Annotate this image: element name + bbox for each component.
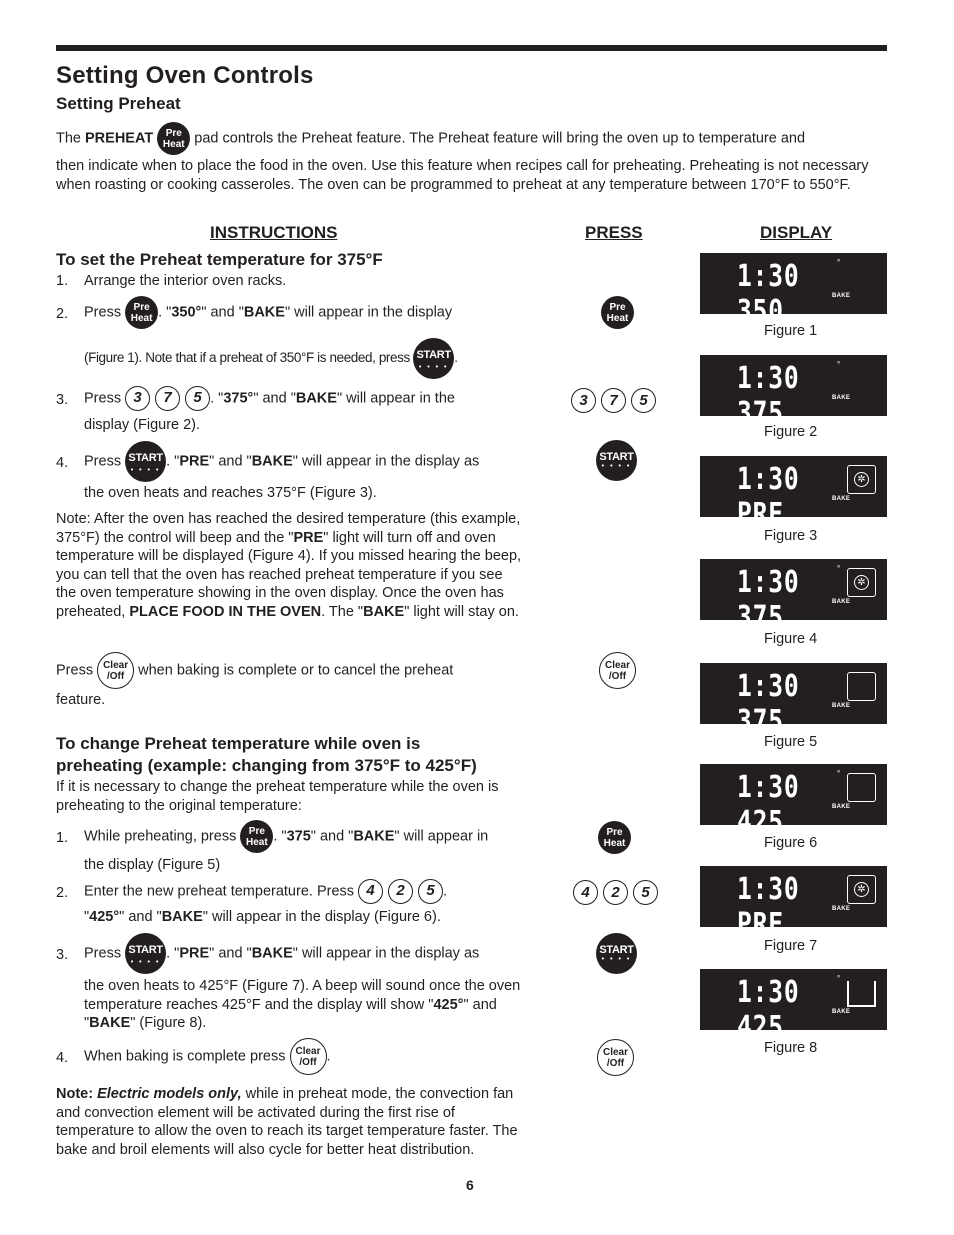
s1-step4-text: Press START • • • • . "PRE" and "BAKE" will appear in the display as <box>84 441 524 482</box>
number-5-key-icon: 5 <box>631 388 656 413</box>
s2-step4-num: 4. <box>56 1050 69 1066</box>
display-degree: ° <box>837 258 841 267</box>
section2-heading: To change Preheat temperature while oven is preheating (example: changing from 375°F to 425°F) <box>56 734 477 775</box>
s1-cancel-text: Press Clear /Off when baking is complete or to cancel the preheat <box>56 652 526 689</box>
top-rule <box>56 45 887 51</box>
display-degree: ° <box>837 769 841 778</box>
display-figure-6 <box>700 764 887 840</box>
start-key-icon: START • • • • <box>596 440 637 481</box>
display-figure-8 <box>700 969 887 1045</box>
display-degree: ° <box>837 974 841 983</box>
number-5-key-icon: 5 <box>633 880 658 905</box>
col-display: DISPLAY <box>760 223 833 242</box>
col-press: PRESS <box>585 223 643 242</box>
figure-4-caption: Figure 4 <box>764 631 818 647</box>
s1-step1-num: 1. <box>56 273 69 289</box>
col-instructions: INSTRUCTIONS <box>210 223 338 242</box>
display-degree: ° <box>837 360 841 369</box>
display-digits: 1:30 PRE <box>737 462 800 532</box>
number-3-key-icon: 3 <box>571 388 596 413</box>
oven-box-icon <box>847 773 876 802</box>
figure-7-caption: Figure 7 <box>764 938 818 954</box>
preheat-key-icon: Pre Heat <box>125 296 158 329</box>
display-bake-indicator: BAKE <box>832 496 851 502</box>
display-figure-7 <box>700 866 887 942</box>
number-3-key-icon: 3 <box>125 386 150 411</box>
s2-step3-rest: the oven heats to 425°F (Figure 7). A beep will sound once the oven temperature reaches 425°F and the display will show "425°" and "BAKE" (Figure 8). <box>84 978 521 1032</box>
display-bake-indicator: BAKE <box>832 906 851 912</box>
display-figure-5 <box>700 663 887 739</box>
press-375 <box>571 388 661 413</box>
convection-oven-icon <box>847 875 876 904</box>
s1-note: Note: After the oven has reached the desired temperature (this example, 375°F) the control will beep and the "PRE" light will turn off and oven temperature will be displayed (Figure 4). If you missed hearing the beep, you can tell that the oven has reached preheat temperature if you see the oven temperature showing in the oven display. Once the oven has preheated, PLACE FOOD IN THE OVEN. The "BAKE" light will stay on. <box>56 511 522 620</box>
display-bake-indicator: BAKE <box>832 804 851 810</box>
s1-cancel-line2: feature. <box>56 692 106 708</box>
start-key-icon: START • • • • <box>125 933 166 974</box>
number-2-key-icon: 2 <box>603 880 628 905</box>
preheat-key-icon: Pre Heat <box>157 122 190 155</box>
display-digits: 1:30 375 <box>737 669 800 739</box>
oven-box-icon <box>847 672 876 701</box>
number-7-key-icon: 7 <box>601 388 626 413</box>
display-digits: 1:30 425 <box>737 975 800 1045</box>
figure-8-caption: Figure 8 <box>764 1040 818 1056</box>
s2-note: Note: Electric models only, while in preheat mode, the convection fan and convection element will be activated during the first rise of temperature to allow the oven to reach its target temperature faster. The bake and broil elements will also cycle for better heat distribution. <box>56 1086 518 1158</box>
s2-step3-num: 3. <box>56 947 69 963</box>
convection-oven-icon <box>847 465 876 494</box>
s2-step1-text: While preheating, press Pre Heat . "375" and "BAKE" will appear in <box>84 820 529 853</box>
s1-step3-num: 3. <box>56 392 69 408</box>
display-bake-indicator: BAKE <box>832 599 851 605</box>
fan-icon: ✲ <box>854 575 869 590</box>
press-preheat-2 <box>598 821 631 854</box>
clear-off-key-icon: Clear /Off <box>290 1038 327 1075</box>
figure-6-caption: Figure 6 <box>764 835 818 851</box>
number-4-key-icon: 4 <box>573 880 598 905</box>
number-7-key-icon: 7 <box>155 386 180 411</box>
display-bake-indicator: BAKE <box>832 703 851 709</box>
s2-step1-num: 1. <box>56 830 69 846</box>
s1-step3-line2: display (Figure 2). <box>84 417 201 433</box>
fan-icon: ✲ <box>854 882 869 897</box>
display-bake-indicator: BAKE <box>832 293 851 299</box>
intro-rest: then indicate when to place the food in the oven. Use this feature when recipes call for preheating. Preheating is not necessary when roasting or cooking casseroles. The oven can be programmed to preheat at any temperature between 170°F to 550°F. <box>56 158 869 193</box>
s1-step3-text: Press 3 7 5 . "375°" and "BAKE" will appear in the <box>84 386 524 411</box>
convection-oven-icon <box>847 568 876 597</box>
page-number: 6 <box>466 1177 474 1193</box>
page-title: Setting Oven Controls <box>56 62 314 89</box>
press-start-2 <box>596 933 637 974</box>
display-figure-4 <box>700 559 887 635</box>
s2-intro: If it is necessary to change the preheat temperature while the oven is preheating to the original temperature: <box>56 779 499 814</box>
press-425 <box>573 880 663 905</box>
s2-step2-line2: "425°" and "BAKE" will appear in the display (Figure 6). <box>84 909 441 925</box>
s2-step3-text: Press START • • • • . "PRE" and "BAKE" will appear in the display as <box>84 933 529 974</box>
preheat-key-icon: Pre Heat <box>601 296 634 329</box>
page-subtitle: Setting Preheat <box>56 94 181 113</box>
display-digits: 1:30 375 <box>737 361 800 431</box>
s1-step2-text: Press Pre Heat . "350°" and "BAKE" will appear in the display <box>84 296 524 329</box>
fan-icon: ✲ <box>854 472 869 487</box>
number-2-key-icon: 2 <box>388 879 413 904</box>
display-degree: ° <box>837 564 841 573</box>
s1-step1-text: Arrange the interior oven racks. <box>84 273 287 289</box>
clear-off-key-icon: Clear /Off <box>597 1039 634 1076</box>
clear-off-key-icon: Clear /Off <box>599 652 636 689</box>
number-4-key-icon: 4 <box>358 879 383 904</box>
display-digits: 1:30 375 <box>737 565 800 635</box>
intro-line1: The PREHEAT Pre Heat pad controls the Preheat feature. The Preheat feature will bring the oven up to temperature and <box>56 122 896 155</box>
display-figure-2 <box>700 355 887 431</box>
press-preheat-1 <box>601 296 634 329</box>
display-digits: 1:30 PRE <box>737 872 800 942</box>
s1-step2-num: 2. <box>56 306 69 322</box>
s2-step2-num: 2. <box>56 885 69 901</box>
figure-3-caption: Figure 3 <box>764 528 818 544</box>
preheat-key-icon: Pre Heat <box>598 821 631 854</box>
display-digits: 1:30 350 <box>737 259 800 329</box>
preheat-key-icon: Pre Heat <box>240 820 273 853</box>
bake-element-icon <box>847 981 876 1007</box>
section1-heading: To set the Preheat temperature for 375°F <box>56 250 383 269</box>
clear-off-key-icon: Clear /Off <box>97 652 134 689</box>
s1-step4-line2: the oven heats and reaches 375°F (Figure 3). <box>84 485 377 501</box>
display-digits: 1:30 425 <box>737 770 800 840</box>
display-figure-3 <box>700 456 887 532</box>
s1-step2-note: (Figure 1). Note that if a preheat of 350°F is needed, press START • • • • . <box>84 338 524 379</box>
start-key-icon: START • • • • <box>413 338 454 379</box>
s2-step2-text: Enter the new preheat temperature. Press 4 2 5 . <box>84 879 529 904</box>
number-5-key-icon: 5 <box>418 879 443 904</box>
figure-5-caption: Figure 5 <box>764 734 818 750</box>
start-key-icon: START • • • • <box>125 441 166 482</box>
start-key-icon: START • • • • <box>596 933 637 974</box>
press-clear-2 <box>597 1039 634 1076</box>
display-figure-1 <box>700 253 887 329</box>
press-clear-1 <box>599 652 636 689</box>
number-5-key-icon: 5 <box>185 386 210 411</box>
s2-step1-line2: the display (Figure 5) <box>84 857 221 873</box>
s1-step4-num: 4. <box>56 455 69 471</box>
press-start-1 <box>596 440 637 481</box>
display-bake-indicator: BAKE <box>832 1009 851 1015</box>
figure-2-caption: Figure 2 <box>764 424 818 440</box>
figure-1-caption: Figure 1 <box>764 323 818 339</box>
s2-step4-text: When baking is complete press Clear /Off . <box>84 1038 529 1075</box>
display-bake-indicator: BAKE <box>832 395 851 401</box>
